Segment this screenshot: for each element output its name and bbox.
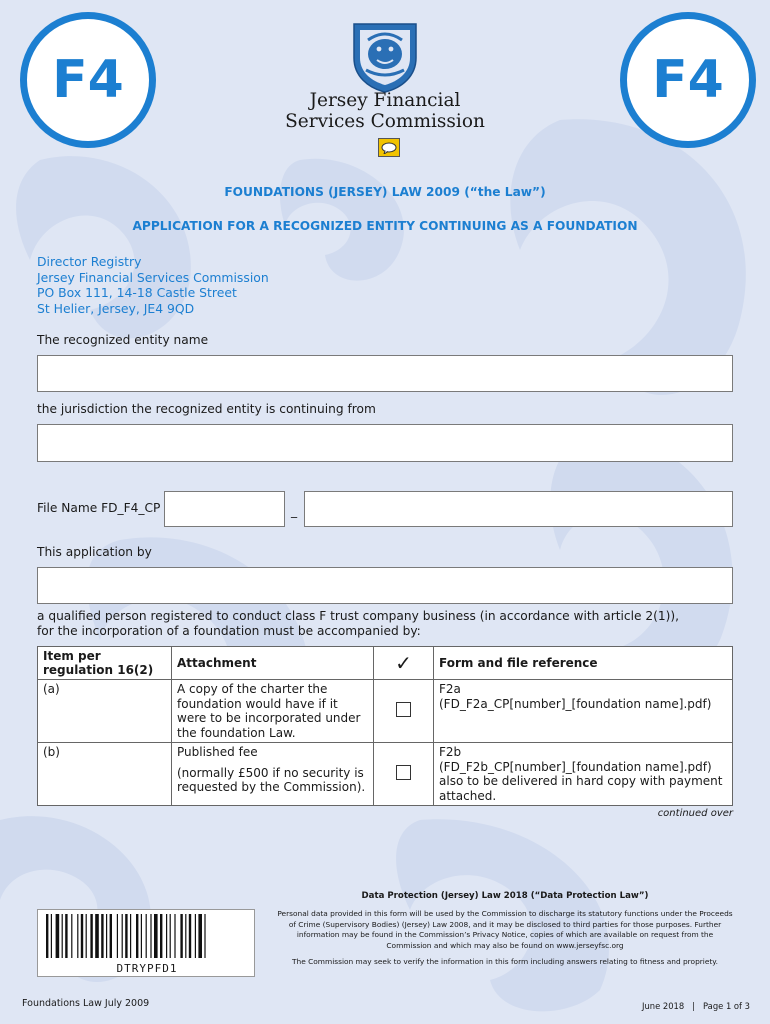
barcode-bar (195, 914, 196, 958)
table-header-row (38, 647, 733, 680)
check-mark-icon: ✓ (395, 650, 412, 675)
instruction-line-1: a qualified person registered to conduct class F trust company business (in accordance with article 2(1)), (37, 609, 680, 623)
barcode-bar (125, 914, 127, 958)
header-attachment: Attachment (172, 647, 374, 680)
data-protection-note: The Commission may seek to verify the information in this form including answers relating to fitness and propriety. (292, 957, 718, 966)
barcode-bar (174, 914, 175, 958)
barcode-bar (95, 914, 99, 958)
row-b-ref-code: F2b (439, 745, 462, 759)
barcode-bar (122, 914, 123, 958)
form-badge-right: F4 (620, 12, 756, 148)
form-badge-left: F4 (20, 12, 156, 148)
address-line-3: PO Box 111, 14-18 Castle Street (37, 285, 237, 300)
header-item: Item per regulation 16(2) (38, 647, 172, 680)
continued-over-note: continued over (657, 808, 733, 819)
barcode-bar (86, 914, 87, 958)
barcode-bar (136, 914, 138, 958)
barcode-bar (170, 914, 171, 958)
file-name-part1-field[interactable] (164, 491, 285, 527)
barcode-bar (204, 914, 205, 958)
row-b-attachment-title: Published fee (177, 745, 258, 759)
address-line-1: Director Registry (37, 254, 142, 269)
entity-name-field[interactable] (37, 355, 733, 392)
barcode-bar (101, 914, 103, 958)
entity-name-label: The recognized entity name (37, 333, 209, 347)
barcode-bar (71, 914, 72, 958)
row-a-attachment: A copy of the charter the foundation would have if it were to be incorporated under the foundation Law. (172, 680, 374, 743)
file-name-separator: _ (291, 504, 298, 518)
barcode-bar (160, 914, 162, 958)
barcode-bar (189, 914, 191, 958)
logo-line-1: Jersey Financial (309, 90, 461, 111)
application-title: APPLICATION FOR A RECOGNIZED ENTITY CONTINUING AS A FOUNDATION (132, 219, 638, 233)
barcode-bar (180, 914, 182, 958)
barcode-bar (185, 914, 186, 958)
row-b-attachment-note: (normally £500 if no security is requested by the Commission). (177, 765, 366, 794)
registry-address (37, 254, 269, 316)
table-row (38, 743, 733, 806)
barcode-text: DTRYPFD1 (116, 962, 178, 975)
barcode-bar (56, 914, 60, 958)
header-check (374, 647, 434, 680)
row-b-checkbox[interactable] (396, 765, 411, 780)
file-name-label: File Name FD_F4_CP (37, 501, 161, 515)
data-protection-title: Data Protection (Jersey) Law 2018 (“Data Protection Law”) (361, 891, 649, 901)
barcode-bar (154, 914, 158, 958)
barcode-bar (110, 914, 112, 958)
barcode-bar (130, 914, 131, 958)
row-b-attachment (172, 743, 374, 806)
barcode-bar (141, 914, 142, 958)
row-b-item: (b) (38, 743, 172, 806)
row-b-check-cell (374, 743, 434, 806)
row-a-ref-detail: (FD_F2a_CP[number]_[foundation name].pdf) (439, 696, 712, 711)
row-b-ref-detail: (FD_F2b_CP[number]_[foundation name].pdf) also to be delivered in hard copy with payment attached. (439, 759, 723, 803)
barcode-bar (166, 914, 167, 958)
application-by-label: This application by (37, 545, 152, 559)
instruction-line-2: for the incorporation of a foundation must be accompanied by: (37, 624, 421, 638)
row-a-ref-code: F2a (439, 682, 461, 696)
barcode-bar (117, 914, 118, 958)
barcode-bar (81, 914, 83, 958)
row-a-check-cell (374, 680, 434, 743)
barcode-bar (90, 914, 92, 958)
barcode-bar (46, 914, 48, 958)
footer-left-text: Foundations Law July 2009 (22, 998, 150, 1009)
address-line-4: St Helier, Jersey, JE4 9QD (37, 300, 195, 316)
footer-right-text: June 2018 | Page 1 of 3 (642, 1001, 750, 1011)
barcode-bars (38, 910, 256, 960)
file-name-part2-field[interactable] (304, 491, 733, 527)
attachments-table (37, 646, 733, 806)
jurisdiction-label: the jurisdiction the recognized entity is continuing from (37, 402, 376, 416)
barcode-bar (62, 914, 63, 958)
lion-crest-icon (346, 18, 424, 94)
commission-logo-text (270, 90, 500, 132)
logo-line-2: Services Commission (285, 111, 485, 132)
barcode-bar (106, 914, 107, 958)
application-by-field[interactable] (37, 567, 733, 604)
speech-bubble-icon[interactable] (378, 138, 400, 157)
row-b-reference (434, 743, 733, 806)
barcode-bar (146, 914, 147, 958)
header-reference: Form and file reference (434, 647, 733, 680)
law-title: FOUNDATIONS (JERSEY) LAW 2009 (“the Law”) (224, 185, 546, 199)
row-a-checkbox[interactable] (396, 702, 411, 717)
table-row (38, 680, 733, 743)
row-a-reference (434, 680, 733, 743)
barcode-bar (77, 914, 78, 958)
barcode (37, 909, 255, 977)
barcode-bar (198, 914, 202, 958)
barcode-bar (65, 914, 67, 958)
jurisdiction-field[interactable] (37, 424, 733, 462)
barcode-bar (51, 914, 52, 958)
address-line-2: Jersey Financial Services Commission (37, 269, 269, 285)
barcode-bar (150, 914, 151, 958)
data-protection-body: Personal data provided in this form will be used by the Commission to discharge its statutory functions under the Proceeds of Crime (Supervisory Bodies) (Jersey) Law 2008, and it may be disclosed to third parties for those purposes. Further information may be found in the Commission’s Privacy Notice, copies of which are available on request from the Commission and which may also be found on www.jerseyfsc.org (277, 909, 733, 950)
row-a-item: (a) (38, 680, 172, 743)
